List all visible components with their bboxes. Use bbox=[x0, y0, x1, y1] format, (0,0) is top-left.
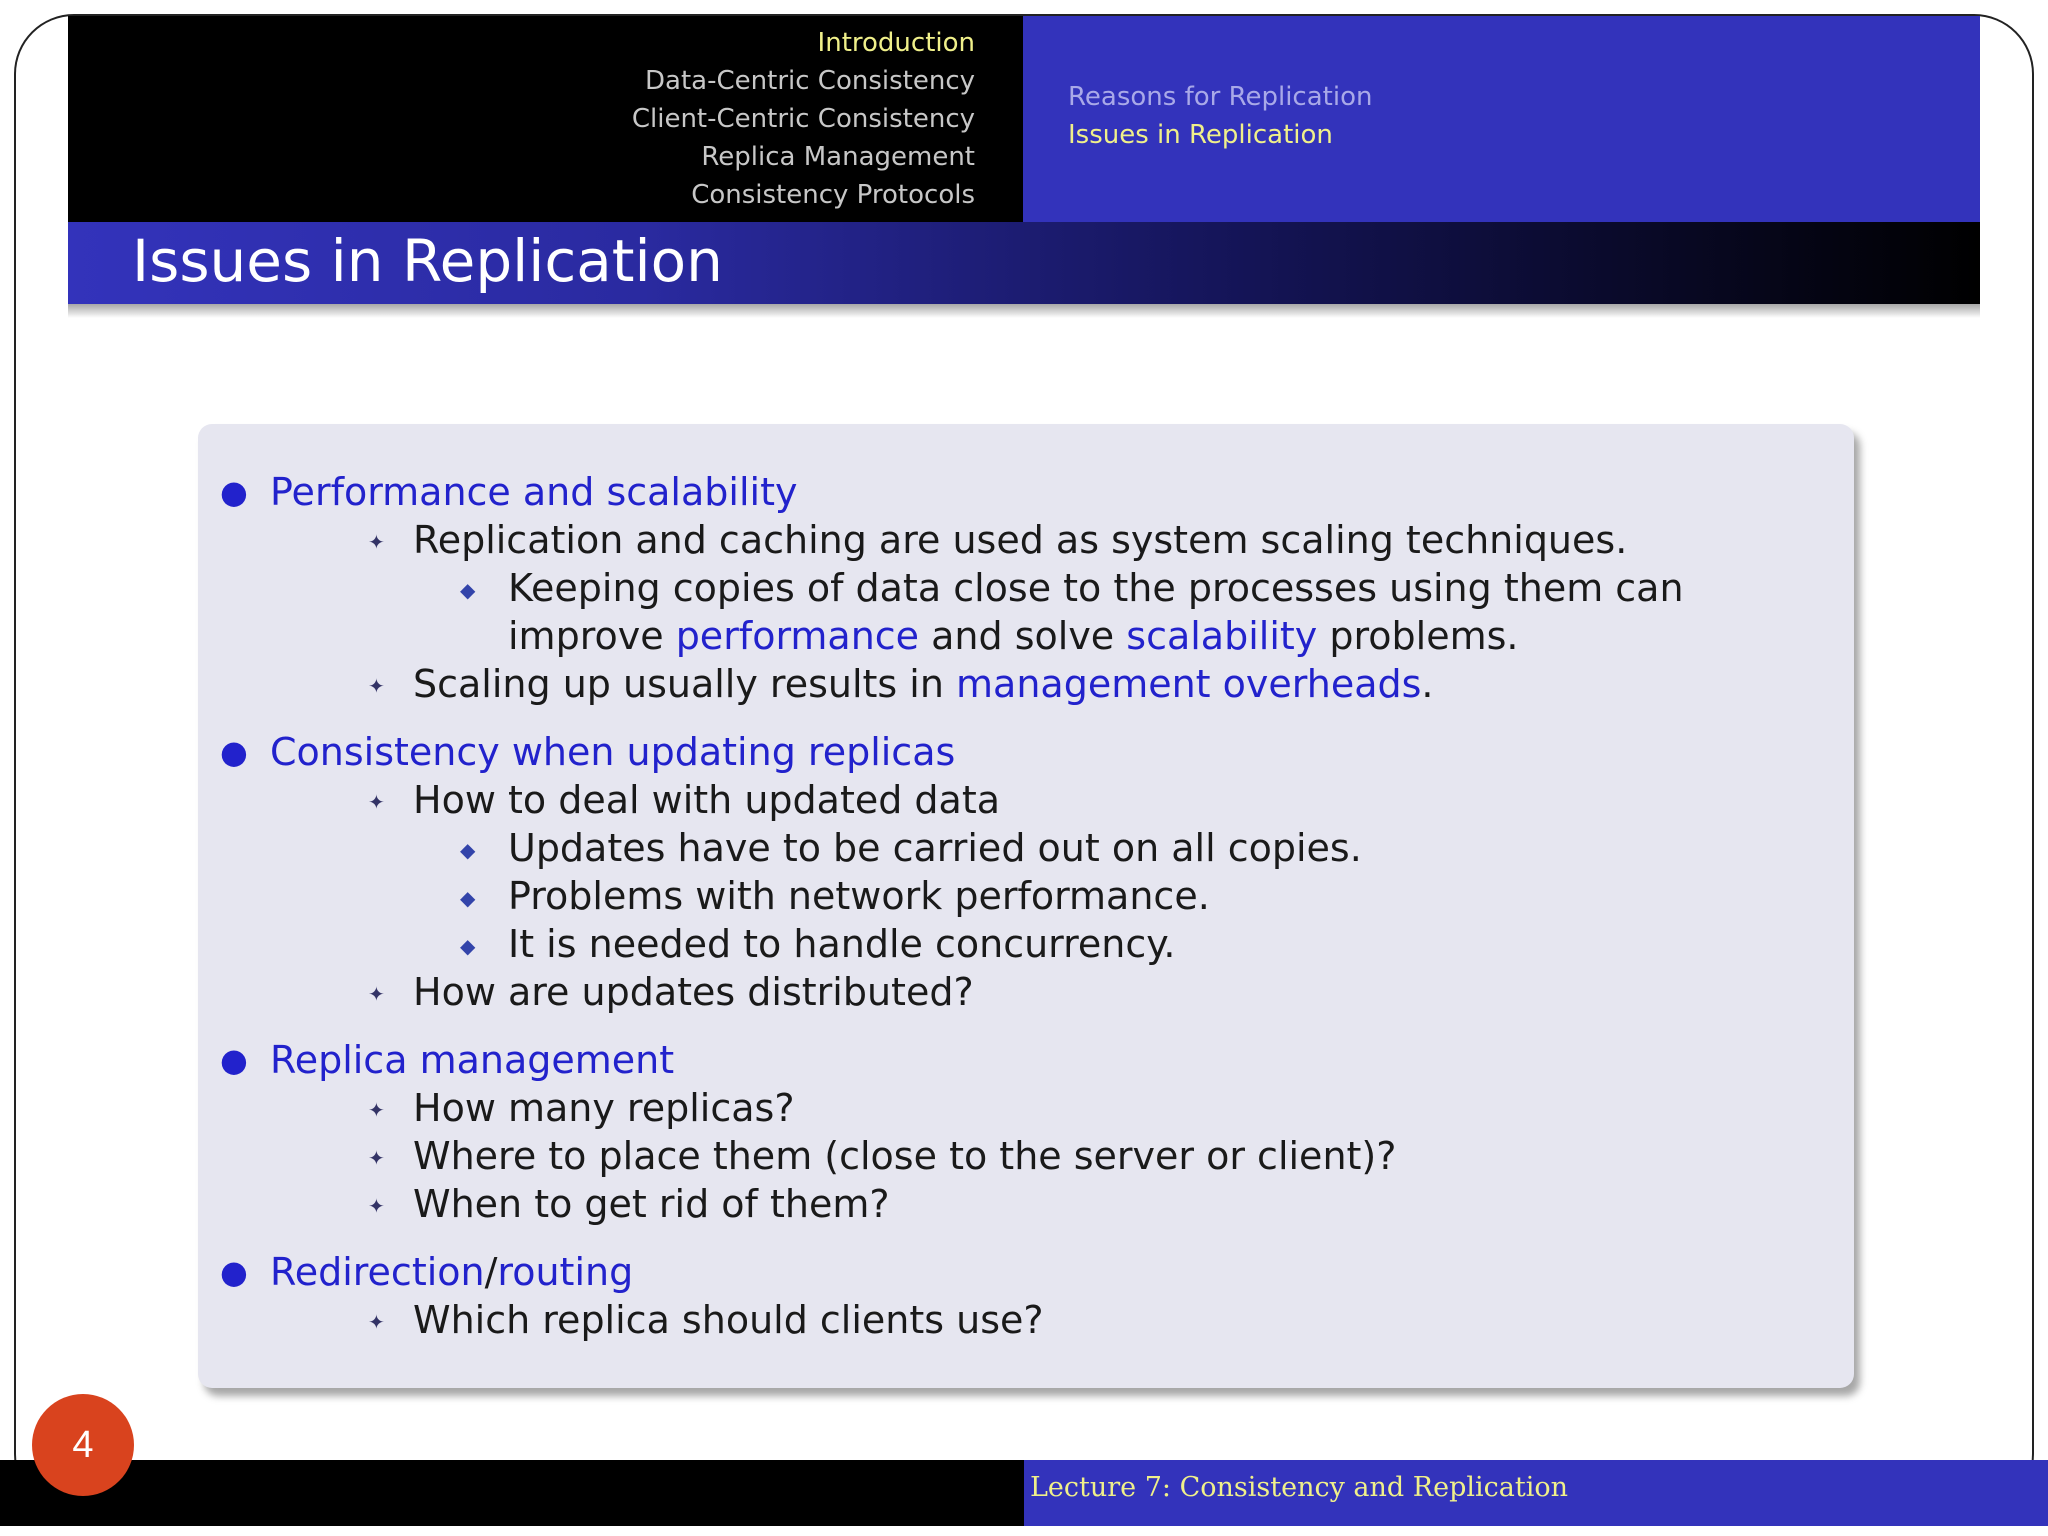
star-bullet-icon: ✦ bbox=[368, 1310, 385, 1334]
item-text: Problems with network performance. bbox=[508, 874, 1210, 918]
star-bullet-icon: ✦ bbox=[368, 1098, 385, 1122]
list-item bbox=[198, 564, 1854, 660]
diamond-bullet-icon: ◆ bbox=[460, 886, 476, 910]
list-item-heading bbox=[198, 728, 1854, 776]
item-text: How many replicas? bbox=[413, 1086, 795, 1130]
diamond-bullet-icon: ◆ bbox=[460, 578, 476, 602]
list-item bbox=[198, 872, 1854, 920]
list-item bbox=[198, 920, 1854, 968]
heading-separator: / bbox=[484, 1250, 498, 1294]
item-text: How are updates distributed? bbox=[413, 970, 974, 1014]
item-text: Which replica should clients use? bbox=[413, 1298, 1044, 1342]
footer-left bbox=[0, 1460, 1024, 1526]
title-bar bbox=[68, 222, 1980, 304]
list-item bbox=[198, 968, 1854, 1016]
star-bullet-icon: ✦ bbox=[368, 790, 385, 814]
list-item bbox=[198, 1084, 1854, 1132]
diamond-bullet-icon: ◆ bbox=[460, 934, 476, 958]
nav-section-client-centric[interactable]: Client-Centric Consistency bbox=[631, 104, 975, 134]
list-item bbox=[198, 1180, 1854, 1228]
heading-text: Replica management bbox=[270, 1038, 675, 1082]
item-text: Replication and caching are used as system scaling techniques. bbox=[413, 518, 1628, 562]
bullet-dot-icon: ● bbox=[220, 733, 248, 771]
list-item bbox=[198, 516, 1854, 564]
heading-text: Redirection bbox=[270, 1250, 485, 1294]
list-item bbox=[198, 1296, 1854, 1344]
footer-right bbox=[1024, 1460, 2048, 1526]
heading-text: Consistency when updating replicas bbox=[270, 730, 956, 774]
heading-text: Performance and scalability bbox=[270, 470, 798, 514]
highlight-text: management overheads bbox=[956, 662, 1422, 706]
diamond-bullet-icon: ◆ bbox=[460, 838, 476, 862]
footer-bar bbox=[0, 1460, 2048, 1526]
list-item-heading bbox=[198, 468, 1854, 516]
item-text: problems. bbox=[1317, 614, 1519, 658]
item-text: Keeping copies of data close to the processes using them can improve bbox=[508, 566, 1684, 658]
item-text: . bbox=[1421, 662, 1434, 706]
bullet-list bbox=[198, 468, 1854, 1344]
section-nav bbox=[68, 16, 1023, 222]
list-item-heading bbox=[198, 1036, 1854, 1084]
nav-subsection-issues[interactable]: Issues in Replication bbox=[1068, 120, 1333, 150]
star-bullet-icon: ✦ bbox=[368, 674, 385, 698]
nav-section-consistency-protocols[interactable]: Consistency Protocols bbox=[691, 180, 975, 210]
bullet-dot-icon: ● bbox=[220, 1253, 248, 1291]
content-block bbox=[198, 424, 1854, 1388]
slide bbox=[68, 16, 1980, 1456]
list-item bbox=[198, 776, 1854, 824]
item-text: It is needed to handle concurrency. bbox=[508, 922, 1176, 966]
bullet-dot-icon: ● bbox=[220, 473, 248, 511]
list-item bbox=[198, 660, 1854, 708]
list-item bbox=[198, 1132, 1854, 1180]
highlight-text: performance bbox=[675, 614, 920, 658]
item-text: Updates have to be carried out on all copies. bbox=[508, 826, 1362, 870]
item-text: and solve bbox=[919, 614, 1127, 658]
highlight-text: scalability bbox=[1126, 614, 1318, 658]
page-number-badge: 4 bbox=[32, 1394, 134, 1496]
list-item-heading bbox=[198, 1248, 1854, 1296]
list-item bbox=[198, 824, 1854, 872]
item-text: When to get rid of them? bbox=[413, 1182, 890, 1226]
item-text: Where to place them (close to the server or client)? bbox=[413, 1134, 1397, 1178]
page-title: Issues in Replication bbox=[132, 227, 723, 295]
footer-lecture-title: Lecture 7: Consistency and Replication bbox=[1030, 1472, 1568, 1503]
bullet-dot-icon: ● bbox=[220, 1041, 248, 1079]
star-bullet-icon: ✦ bbox=[368, 1146, 385, 1170]
nav-subsection-reasons[interactable]: Reasons for Replication bbox=[1068, 82, 1373, 112]
heading-text: routing bbox=[497, 1250, 634, 1294]
nav-section-replica-management[interactable]: Replica Management bbox=[701, 142, 975, 172]
nav-section-data-centric[interactable]: Data-Centric Consistency bbox=[645, 66, 975, 96]
item-text: Scaling up usually results in bbox=[413, 662, 957, 706]
star-bullet-icon: ✦ bbox=[368, 530, 385, 554]
nav-section-introduction[interactable]: Introduction bbox=[817, 28, 975, 58]
item-text: How to deal with updated data bbox=[413, 778, 1001, 822]
star-bullet-icon: ✦ bbox=[368, 982, 385, 1006]
star-bullet-icon: ✦ bbox=[368, 1194, 385, 1218]
subsection-nav bbox=[1023, 16, 1980, 222]
